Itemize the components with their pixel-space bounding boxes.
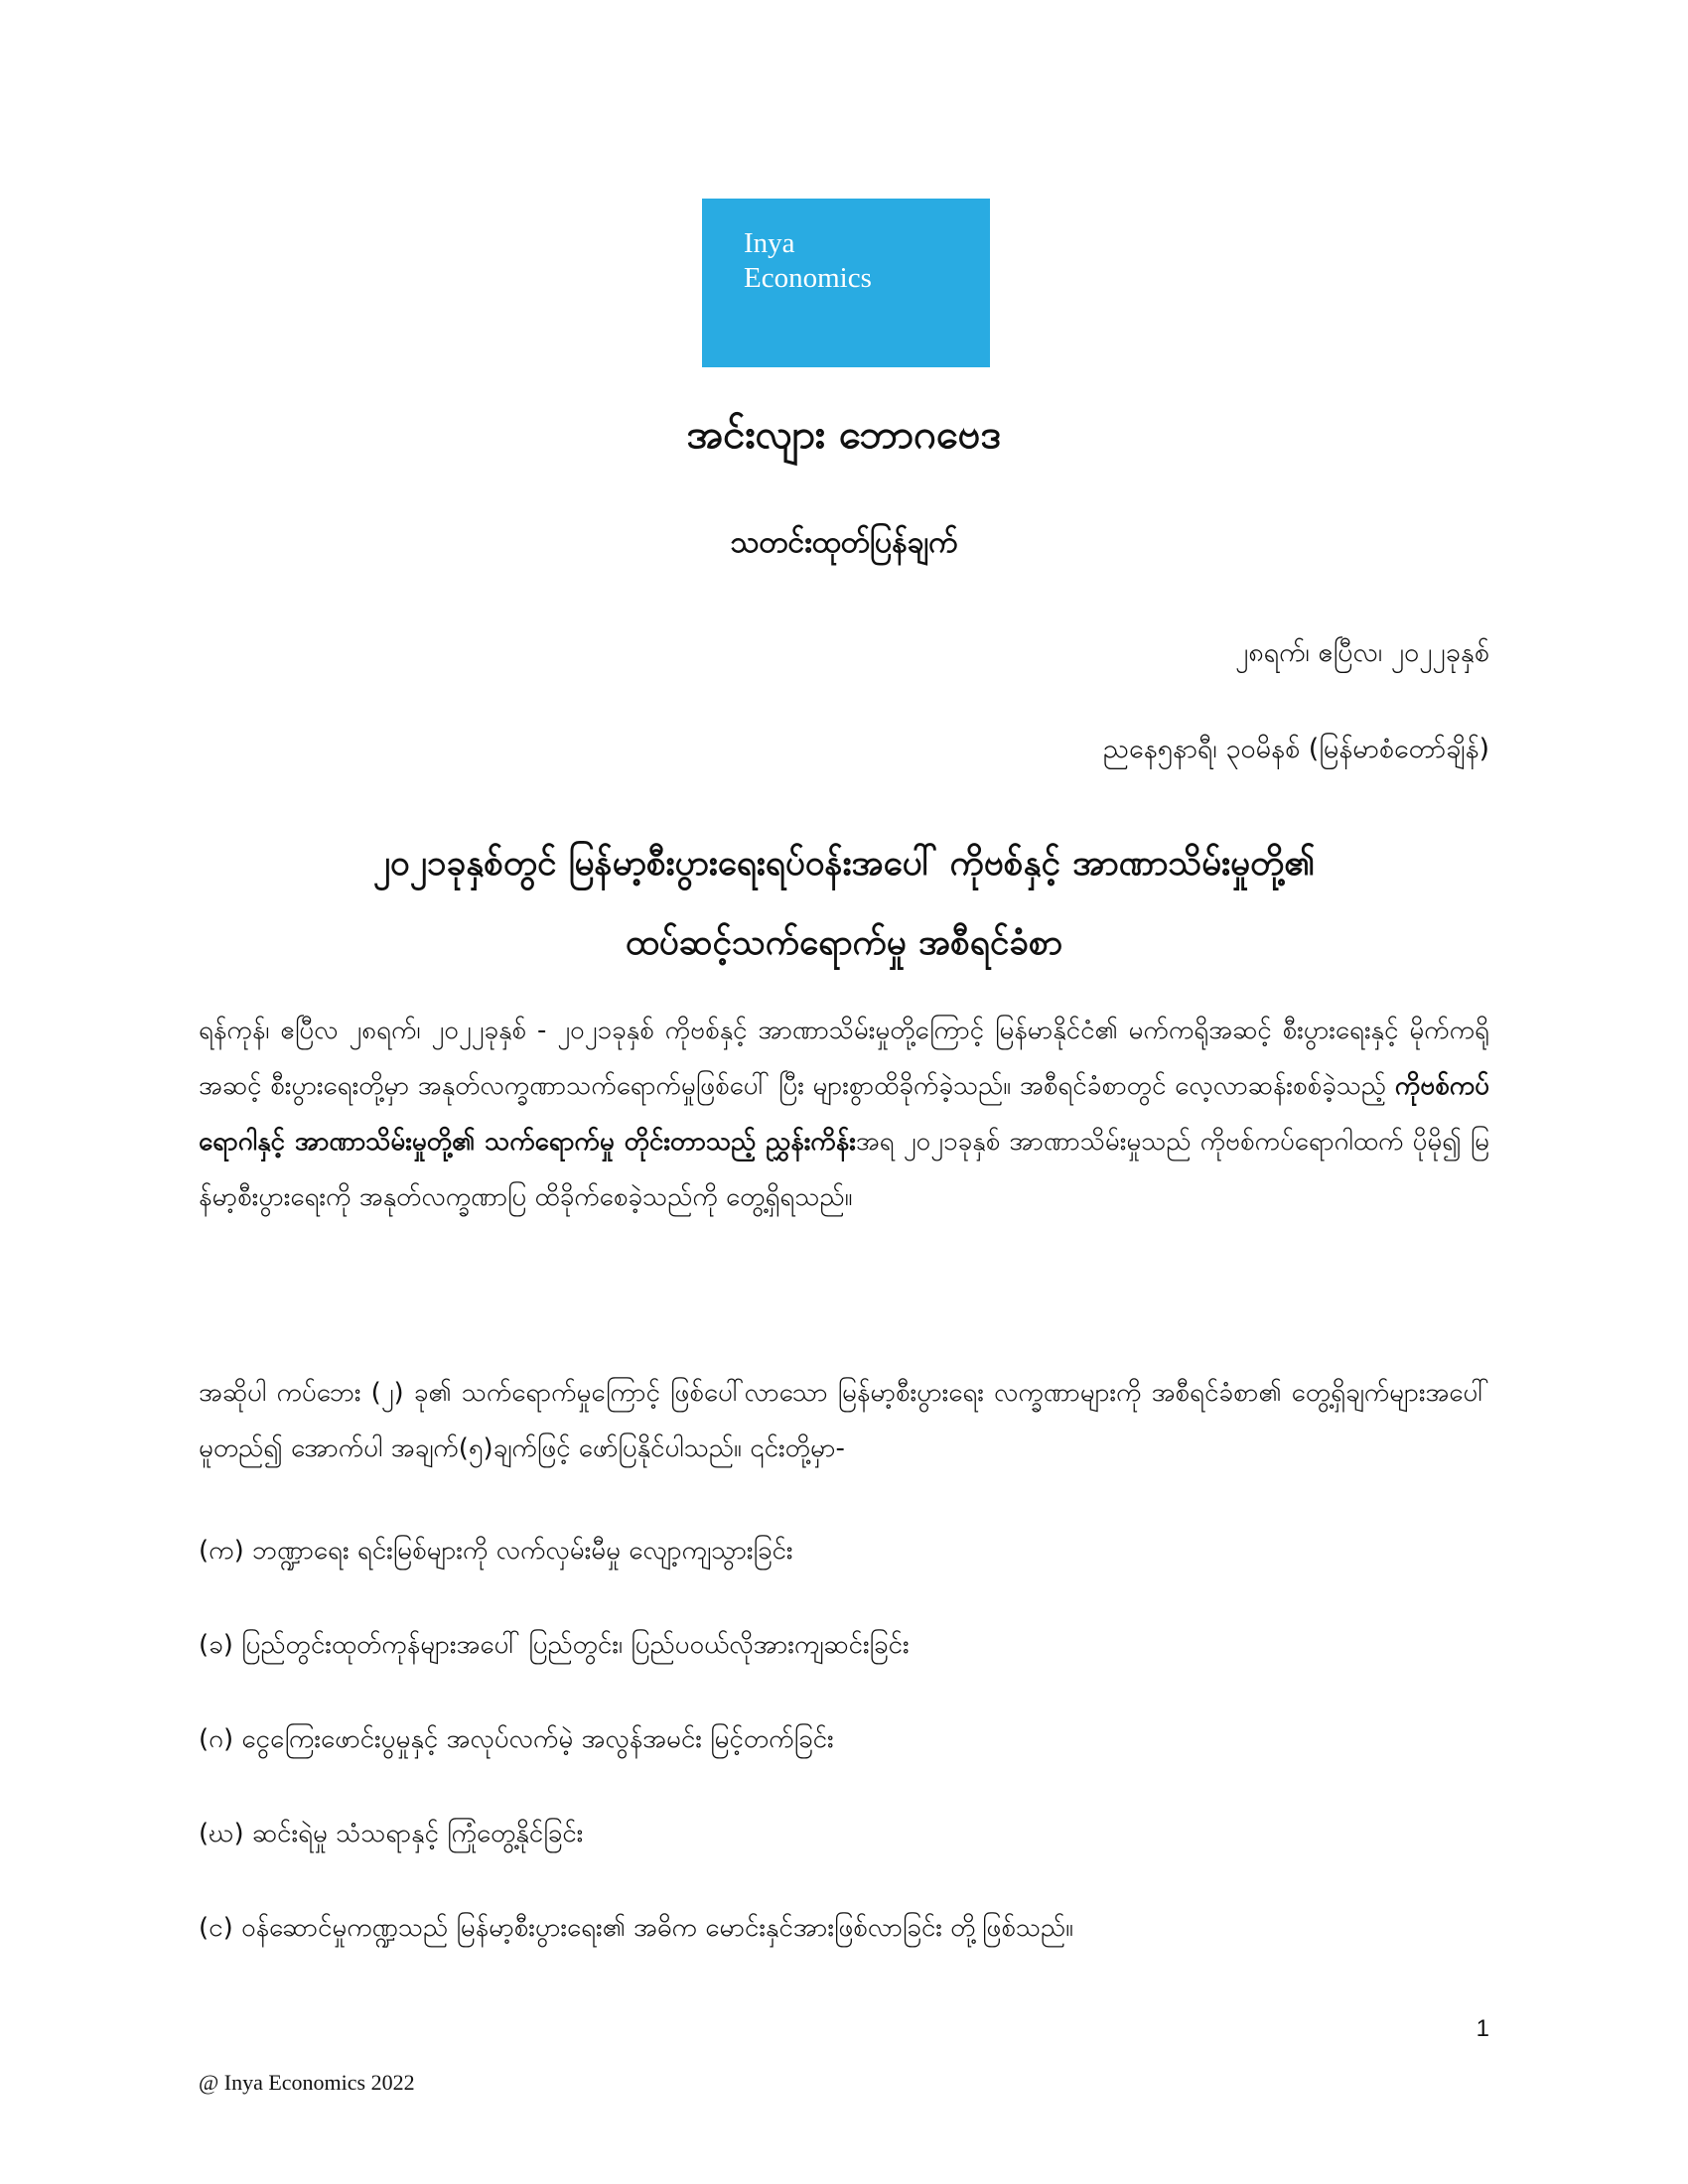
release-date: ၂၈ရက်၊ ဧပြီလ၊ ၂၀၂၂ခုနှစ် [1234,637,1489,668]
paragraph-1-text-a: ရန်ကုန်၊ ဧပြီလ ၂၈ရက်၊ ၂၀၂၂ခုနှစ် - ၂၀၂၁ခုနှစ် ကိုဗစ်နှင့် အာဏာသိမ်းမှုတို့ကြောင့် မြန်မာနိုင်ငံ၏ မက်ကရိုအဆင့် စီးပွားရေးနှင့် မိုက်ကရိုအဆင့် စီးပွားရေးတို့မှာ အနုတ်လက္ခဏာသက်ရောက်မှုဖြစ်ပေါ် ပြီး များစွာထိခိုက်ခဲ့သည်။ အစီရင်ခံစာတွင် လေ့လာဆန်းစစ်ခဲ့သည့် [199,1016,1489,1101]
headline-line-1: ၂၀၂၁ခုနှစ်တွင် မြန်မာ့စီးပွားရေးရပ်ဝန်းအပေါ် ကိုဗစ်နှင့် အာဏာသိမ်းမှုတို့၏ [372,844,1316,884]
headline-line-2: ထပ်ဆင့်သက်ရောက်မှု အစီရင်ခံစာ [625,923,1063,963]
organization-title: အင်းလျား ဘောဂဗေဒ [686,412,1002,458]
logo-line-2: Economics [744,262,872,294]
page-number: 1 [1476,2015,1489,2042]
body-paragraph-1 [199,1003,1489,1225]
finding-list-item: (ခ) ပြည်တွင်းထုတ်ကုန်များအပေါ် ပြည်တွင်း၊ ပြည်ပဝယ်လိုအားကျဆင်းခြင်း [199,1630,910,1660]
document-type: သတင်းထုတ်ပြန်ချက် [730,525,958,560]
finding-list-item: (င) ဝန်ဆောင်မှုကဏ္ဍသည် မြန်မာ့စီးပွားရေး၏ အဓိက မောင်းနှင်အားဖြစ်လာခြင်း တို့ဖြစ်သည်။ [199,1913,1074,1943]
logo-line-1: Inya [744,227,795,259]
finding-list-item: (က) ဘဏ္ဍာရေး ရင်းမြစ်များကို လက်လှမ်းမီမှု လျော့ကျသွားခြင်း [199,1536,793,1566]
paragraph-1-text-b: အရ ၂၀၂၁ခုနှစ် အာဏာသိမ်းမှုသည် ကိုဗစ်ကပ်ရောဂါထက် ပိုမို၍ မြန်မာ့စီးပွားရေးကို အနုတ်လက္ခဏာပြ ထိခိုက်စေခဲ့သည်ကို တွေ့ရှိရသည်။ [199,1127,1489,1212]
finding-list-item: (ဂ) ငွေကြေးဖောင်းပွမှုနှင့် အလုပ်လက်မဲ့ အလွန်အမင်း မြင့်တက်ခြင်း [199,1724,834,1754]
inya-economics-logo [702,199,990,367]
paragraph-1-bold-text: ကိုဗစ်ကပ်ရောဂါနှင့် အာဏာသိမ်းမှုတို့၏ သက်ရောက်မှု တိုင်းတာသည့် ညွှန်းကိန်း [199,1071,1489,1157]
copyright-footer: @ Inya Economics 2022 [199,2070,415,2095]
finding-list-item: (ဃ) ဆင်းရဲမှု သံသရာနှင့် ကြုံတွေ့နိုင်ခြင်း [199,1819,584,1848]
release-time: ညနေ၅နာရီ၊ ၃၀မိနစ် (မြန်မာစံတော်ချိန်) [1102,734,1489,764]
body-paragraph-2: အဆိုပါ ကပ်ဘေး (၂) ခု၏ သက်ရောက်မှုကြောင့် ဖြစ်ပေါ်လာသော မြန်မာ့စီးပွားရေး လက္ခဏာများကို အစီရင်ခံစာ၏ တွေ့ရှိချက်များအပေါ် မူတည်၍ အောက်ပါ အချက်(၅)ချက်ဖြင့် ဖော်ပြနိုင်ပါသည်။ ၎င်းတို့မှာ- [199,1378,1489,1463]
headline [149,824,1539,983]
